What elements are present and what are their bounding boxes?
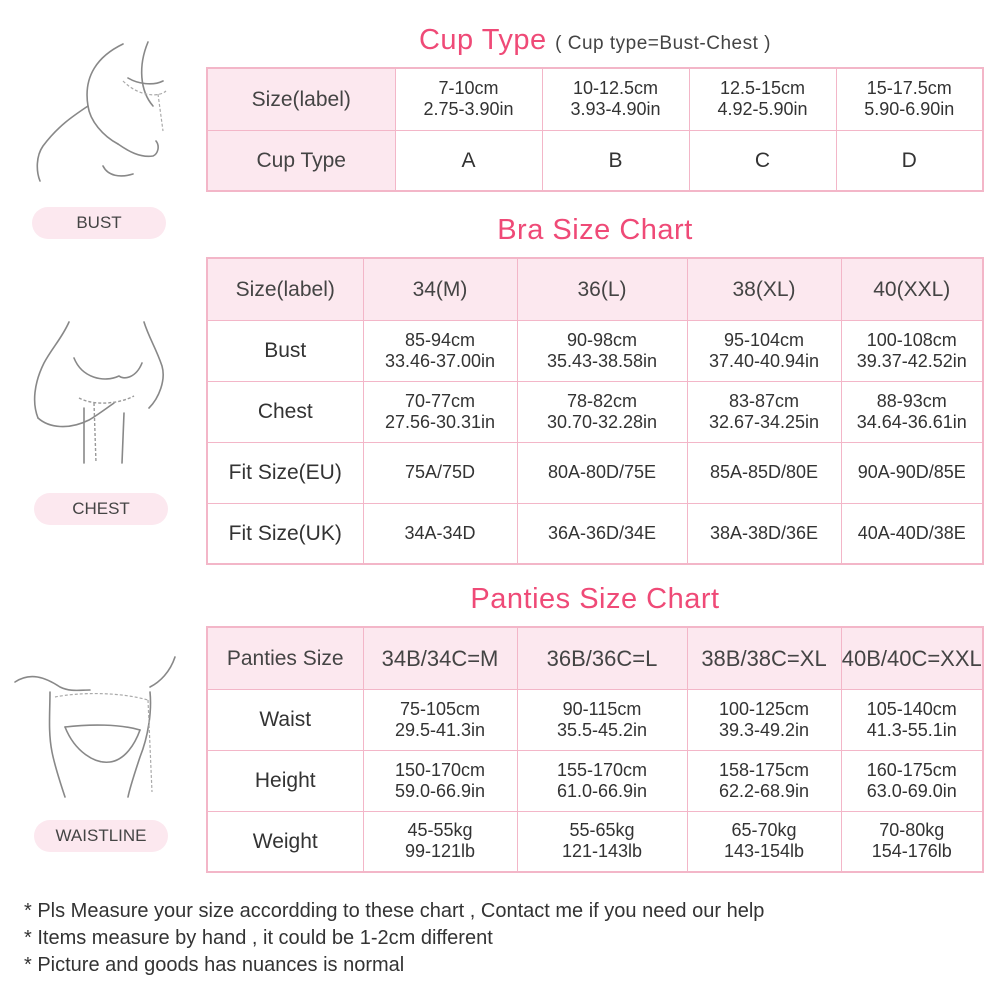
cup-size-cm: 15-17.5cm	[866, 78, 952, 99]
table-cell	[841, 320, 983, 381]
table-row	[207, 68, 983, 130]
fit-eu-cell: 80A-80D/75E	[517, 442, 687, 503]
weight-lb: 143-154lb	[723, 841, 805, 862]
waist-cm: 90-115cm	[562, 698, 642, 719]
note-line: * Pls Measure your size accordding to these chart , Contact me if you need our help	[24, 900, 765, 922]
bra-size-header: 34(M)	[363, 258, 517, 320]
chest-figure-illustration	[24, 318, 174, 468]
table-row	[207, 750, 983, 811]
fit-eu-cell: 75A/75D	[363, 442, 517, 503]
weight-lb: 121-143lb	[561, 841, 643, 862]
row-header-height: Height	[207, 750, 363, 811]
table-cell	[363, 320, 517, 381]
chest-cm: 83-87cm	[728, 390, 800, 411]
waist-cm: 75-105cm	[399, 698, 481, 719]
table-cell	[517, 811, 687, 872]
chest-cm: 78-82cm	[566, 390, 638, 411]
bust-inch: 33.46-37.00in	[384, 350, 496, 371]
table-cell	[542, 68, 689, 130]
table-row	[207, 258, 983, 320]
chest-inch: 32.67-34.25in	[708, 411, 820, 432]
cup-letter: C	[689, 130, 836, 191]
cup-type-heading	[205, 24, 985, 57]
row-header-bust: Bust	[207, 320, 363, 381]
fit-eu-cell: 85A-85D/80E	[687, 442, 841, 503]
table-row	[207, 503, 983, 564]
bra-size-header: 38(XL)	[687, 258, 841, 320]
table-cell	[363, 750, 517, 811]
chest-inch: 30.70-32.28in	[546, 411, 658, 432]
cup-letter: B	[542, 130, 689, 191]
panties-size-header: 40B/40C=XXL	[841, 627, 983, 689]
waist-cm: 100-125cm	[718, 698, 810, 719]
row-header-waist: Waist	[207, 689, 363, 750]
row-header-cup-type: Cup Type	[207, 130, 395, 191]
table-cell	[687, 811, 841, 872]
weight-kg: 45-55kg	[407, 820, 473, 841]
table-cell	[517, 689, 687, 750]
chest-cm: 88-93cm	[876, 390, 947, 411]
row-header-fit-uk: Fit Size(UK)	[207, 503, 363, 564]
bust-cm: 95-104cm	[723, 329, 805, 350]
cup-type-note: ( Cup type=Bust-Chest )	[555, 33, 771, 54]
weight-kg: 70-80kg	[879, 820, 945, 841]
cup-size-cm: 10-12.5cm	[572, 78, 659, 99]
waistline-figure-illustration	[10, 652, 180, 802]
cup-size-inch: 3.93-4.90in	[570, 99, 661, 120]
height-cm: 160-175cm	[866, 759, 957, 780]
waist-inch: 39.3-49.2in	[718, 719, 810, 740]
chest-label-badge	[34, 493, 168, 525]
panties-chart-heading	[205, 583, 985, 616]
waist-inch: 35.5-45.2in	[556, 719, 648, 740]
table-cell	[687, 381, 841, 442]
weight-lb: 99-121lb	[404, 841, 476, 862]
bust-cm: 90-98cm	[566, 329, 638, 350]
bra-size-header: 40(XXL)	[841, 258, 983, 320]
table-row	[207, 689, 983, 750]
table-cell	[841, 811, 983, 872]
cup-type-table	[206, 67, 984, 192]
height-cm: 158-175cm	[718, 759, 810, 780]
bust-label-badge	[32, 207, 166, 239]
cup-size-cm: 7-10cm	[438, 78, 499, 99]
waistline-label-badge	[34, 820, 168, 852]
cup-size-inch: 2.75-3.90in	[423, 99, 514, 120]
chest-cm: 70-77cm	[404, 390, 476, 411]
fit-uk-cell: 38A-38D/36E	[687, 503, 841, 564]
panties-chart-title: Panties Size Chart	[470, 583, 720, 615]
cup-type-title: Cup Type	[418, 24, 547, 56]
table-cell	[841, 689, 983, 750]
note-line: * Picture and goods has nuances is normal	[24, 954, 405, 976]
waist-cm: 105-140cm	[866, 698, 957, 719]
table-cell	[517, 750, 687, 811]
panties-size-table	[206, 626, 984, 873]
bust-cm: 85-94cm	[404, 329, 476, 350]
table-row	[207, 320, 983, 381]
bust-inch: 39.37-42.52in	[856, 350, 967, 371]
table-cell	[517, 381, 687, 442]
row-header-chest: Chest	[207, 381, 363, 442]
table-cell	[363, 381, 517, 442]
panties-size-header: 36B/36C=L	[517, 627, 687, 689]
bust-label: BUST	[76, 213, 122, 232]
fit-eu-cell: 90A-90D/85E	[841, 442, 983, 503]
waistline-label: WAISTLINE	[55, 826, 147, 845]
chest-inch: 27.56-30.31in	[384, 411, 496, 432]
table-cell	[687, 750, 841, 811]
note-line: * Items measure by hand , it could be 1-2cm different	[24, 927, 493, 949]
table-cell	[363, 811, 517, 872]
row-header-size-label: Size(label)	[207, 68, 395, 130]
panties-size-header: 34B/34C=M	[363, 627, 517, 689]
table-cell	[395, 68, 542, 130]
table-cell	[689, 68, 836, 130]
table-cell	[517, 320, 687, 381]
bust-inch: 35.43-38.58in	[546, 350, 658, 371]
fit-uk-cell: 36A-36D/34E	[517, 503, 687, 564]
weight-kg: 55-65kg	[569, 820, 635, 841]
cup-size-cm: 12.5-15cm	[719, 78, 806, 99]
waist-inch: 29.5-41.3in	[394, 719, 486, 740]
weight-lb: 154-176lb	[871, 841, 952, 862]
notes-list	[24, 898, 764, 979]
bust-cm: 100-108cm	[866, 329, 957, 350]
row-header-panties-size: Panties Size	[207, 627, 363, 689]
cup-letter: A	[395, 130, 542, 191]
chest-label: CHEST	[72, 499, 130, 518]
fit-uk-cell: 40A-40D/38E	[841, 503, 983, 564]
bust-figure-illustration	[28, 36, 178, 186]
waist-inch: 41.3-55.1in	[866, 719, 957, 740]
bra-size-header: 36(L)	[517, 258, 687, 320]
table-cell	[687, 320, 841, 381]
table-row	[207, 381, 983, 442]
table-cell	[363, 689, 517, 750]
table-row	[207, 130, 983, 191]
height-inch: 59.0-66.9in	[394, 780, 486, 801]
row-header-size-label: Size(label)	[207, 258, 363, 320]
cup-size-inch: 4.92-5.90in	[717, 99, 808, 120]
bust-inch: 37.40-40.94in	[708, 350, 820, 371]
table-row	[207, 442, 983, 503]
bra-chart-title: Bra Size Chart	[497, 214, 693, 246]
cup-letter: D	[836, 130, 983, 191]
fit-uk-cell: 34A-34D	[363, 503, 517, 564]
weight-kg: 65-70kg	[731, 820, 797, 841]
figure-column	[0, 0, 200, 900]
height-cm: 155-170cm	[556, 759, 648, 780]
bra-size-table	[206, 257, 984, 565]
height-inch: 63.0-69.0in	[866, 780, 957, 801]
row-header-fit-eu: Fit Size(EU)	[207, 442, 363, 503]
table-row	[207, 811, 983, 872]
height-inch: 61.0-66.9in	[556, 780, 648, 801]
table-cell	[841, 750, 983, 811]
table-cell	[841, 381, 983, 442]
table-row	[207, 627, 983, 689]
table-cell	[687, 689, 841, 750]
chest-inch: 34.64-36.61in	[856, 411, 967, 432]
bra-chart-heading	[205, 214, 985, 247]
height-cm: 150-170cm	[394, 759, 486, 780]
height-inch: 62.2-68.9in	[718, 780, 810, 801]
panties-size-header: 38B/38C=XL	[687, 627, 841, 689]
table-cell	[836, 68, 983, 130]
cup-size-inch: 5.90-6.90in	[864, 99, 955, 120]
row-header-weight: Weight	[207, 811, 363, 872]
